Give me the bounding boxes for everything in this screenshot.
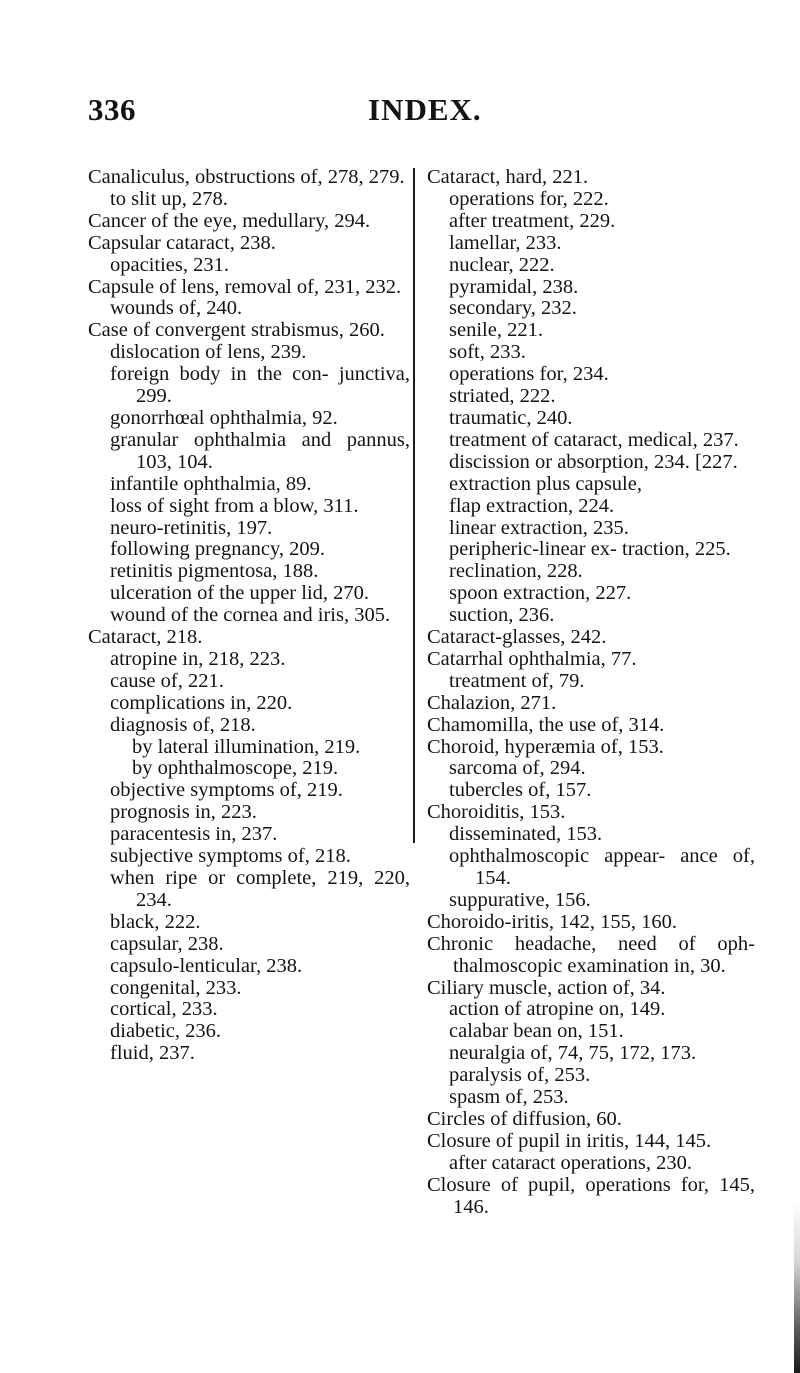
index-subentry: neuro-retinitis, 197. [110, 516, 273, 539]
index-entry: Closure of pupil in iritis, 144, 145. [427, 1129, 712, 1152]
index-subentry: after cataract operations, 230. [449, 1151, 693, 1174]
index-subentry: capsular, 238. [110, 932, 224, 955]
index-subentry: reclination, 228. [449, 560, 583, 583]
index-subentry: by lateral illumination, 219. [132, 735, 361, 758]
index-subentry: cortical, 233. [110, 998, 218, 1021]
index-subentry: operations for, 234. [449, 363, 609, 386]
index-entry: Chamomilla, the use of, 314. [427, 713, 665, 736]
index-subentry: spasm of, 253. [449, 1086, 569, 1109]
index-subentry: action of atropine on, 149. [449, 998, 666, 1021]
index-subentry: operations for, 222. [449, 187, 609, 210]
index-subentry: senile, 221. [449, 319, 543, 342]
index-entry: Chronic headache, need of oph- thalmoscopic examination in, 30. [427, 932, 755, 977]
index-column-left [88, 167, 410, 1065]
index-subentry: discission or absorption, 234. [227. [449, 450, 738, 473]
index-subentry: wounds of, 240. [110, 297, 243, 320]
index-entry: Circles of diffusion, 60. [427, 1107, 622, 1130]
index-subentry: cause of, 221. [110, 669, 224, 692]
index-subentry: foreign body in the con- junctiva, 299. [110, 363, 410, 408]
index-subentry: dislocation of lens, 239. [110, 341, 307, 364]
index-subentry: capsulo-lenticular, 238. [110, 954, 303, 977]
index-subentry: striated, 222. [449, 385, 556, 408]
index-subentry: paracentesis in, 237. [110, 823, 278, 846]
index-subentry: tubercles of, 157. [449, 779, 592, 802]
index-subentry: suppurative, 156. [449, 888, 591, 911]
index-subentry: complications in, 220. [110, 691, 293, 714]
index-subentry: disseminated, 153. [449, 823, 603, 846]
index-subentry: neuralgia of, 74, 75, 172, 173. [449, 1042, 697, 1065]
index-entry: Cataract, hard, 221. [427, 166, 589, 188]
index-subentry: objective symptoms of, 219. [110, 779, 343, 802]
index-subentry: ophthalmoscopic appear- ance of, 154. [449, 845, 755, 889]
index-subentry: following pregnancy, 209. [110, 538, 326, 561]
page-header [0, 92, 800, 132]
index-subentry: wound of the cornea and iris, 305. [110, 604, 391, 627]
index-subentry: paralysis of, 253. [449, 1064, 591, 1087]
index-subentry: granular ophthalmia and pannus, 103, 104. [110, 428, 410, 473]
index-subentry: fluid, 237. [110, 1042, 195, 1065]
index-subentry: spoon extraction, 227. [449, 582, 632, 605]
index-subentry: suction, 236. [449, 604, 555, 627]
index-entry: Closure of pupil, operations for, 145, 146. [427, 1173, 755, 1218]
index-subentry: calabar bean on, 151. [449, 1020, 624, 1043]
index-subentry: loss of sight from a blow, 311. [110, 494, 359, 517]
index-entry: Capsular cataract, 238. [88, 231, 276, 254]
index-column-right [427, 167, 755, 1219]
index-subentry: atropine in, 218, 223. [110, 647, 286, 670]
index-subentry: infantile ophthalmia, 89. [110, 472, 312, 495]
index-entry: Chalazion, 271. [427, 691, 557, 714]
index-entry: Cataract, 218. [88, 626, 203, 649]
page-number: 336 [88, 92, 136, 127]
index-subentry: peripheric-linear ex- traction, 225. [449, 538, 731, 561]
index-subentry: soft, 233. [449, 341, 526, 364]
index-subentry: flap extraction, 224. [449, 494, 615, 517]
index-entry: Cancer of the eye, medullary, 294. [88, 209, 371, 232]
index-entry: Choroido-iritis, 142, 155, 160. [427, 910, 677, 933]
index-subentry: treatment of, 79. [449, 669, 585, 692]
index-entry: Choroiditis, 153. [427, 801, 566, 824]
index-subentry: by ophthalmoscope, 219. [132, 757, 339, 780]
index-subentry: opacities, 231. [110, 253, 229, 276]
index-subentry: extraction plus capsule, [449, 472, 642, 495]
index-subentry: nuclear, 222. [449, 253, 555, 276]
index-subentry: ulceration of the upper lid, 270. [110, 582, 370, 605]
index-subentry: sarcoma of, 294. [449, 757, 586, 780]
column-divider [413, 168, 415, 843]
index-subentry: linear extraction, 235. [449, 516, 629, 539]
index-entry: Ciliary muscle, action of, 34. [427, 976, 666, 999]
index-subentry: diabetic, 236. [110, 1020, 222, 1043]
index-entry: Cataract-glasses, 242. [427, 626, 607, 649]
index-entry: Capsule of lens, removal of, 231, 232. [88, 275, 402, 298]
index-subentry: diagnosis of, 218. [110, 713, 256, 736]
index-subentry: pyramidal, 238. [449, 275, 579, 298]
index-subentry: retinitis pigmentosa, 188. [110, 560, 319, 583]
index-subentry: congenital, 233. [110, 976, 242, 999]
index-entry: Choroid, hyperæmia of, 153. [427, 735, 664, 758]
index-subentry: when ripe or complete, 219, 220, 234. [110, 867, 410, 911]
index-subentry: traumatic, 240. [449, 406, 573, 429]
running-title: INDEX. [368, 92, 482, 127]
index-subentry: secondary, 232. [449, 297, 577, 320]
index-subentry: lamellar, 233. [449, 231, 562, 254]
index-subentry: to slit up, 278. [110, 187, 228, 210]
index-entry: Canaliculus, obstructions of, 278, 279. [88, 166, 405, 188]
index-subentry: after treatment, 229. [449, 209, 616, 232]
index-subentry: subjective symptoms of, 218. [110, 845, 351, 868]
index-entry: Case of convergent strabismus, 260. [88, 319, 385, 342]
index-entry: Catarrhal ophthalmia, 77. [427, 647, 637, 670]
scan-edge-shadow [794, 1200, 800, 1373]
index-subentry: prognosis in, 223. [110, 801, 257, 824]
index-subentry: black, 222. [110, 910, 201, 933]
index-subentry: gonorrhœal ophthalmia, 92. [110, 406, 338, 429]
index-subentry: treatment of cataract, medical, 237. [449, 428, 739, 451]
